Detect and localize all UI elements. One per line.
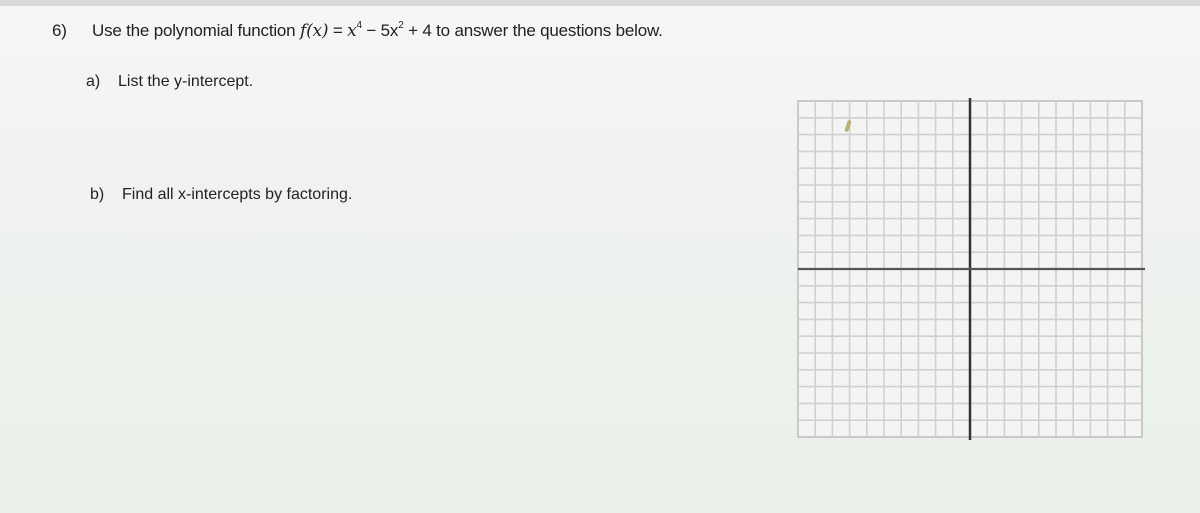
term2-base: 5x bbox=[380, 21, 399, 40]
part-b-letter: b) bbox=[90, 186, 105, 203]
part-a-text: List the y-intercept. bbox=[118, 73, 254, 90]
function-argument: (x) bbox=[306, 21, 329, 41]
question-number: 6) bbox=[52, 21, 67, 40]
question-text-before: Use the polynomial function bbox=[92, 21, 300, 40]
equals-sign: = bbox=[328, 21, 348, 40]
part-a-letter: a) bbox=[86, 73, 101, 90]
minus-sign: − bbox=[361, 21, 381, 40]
question-6-prompt bbox=[52, 20, 663, 41]
part-b bbox=[90, 186, 352, 204]
question-text-after: to answer the questions below. bbox=[431, 21, 663, 40]
grid-svg bbox=[795, 98, 1145, 440]
term1-base: x bbox=[347, 21, 357, 41]
term2-exponent: 2 bbox=[398, 20, 404, 31]
function-name: f bbox=[299, 21, 307, 41]
top-divider bbox=[0, 0, 1200, 6]
coordinate-grid bbox=[795, 98, 1145, 440]
part-a bbox=[86, 73, 253, 91]
constant-term: + 4 bbox=[403, 21, 432, 40]
part-b-text: Find all x-intercepts by factoring. bbox=[122, 186, 353, 203]
term1-exponent: 4 bbox=[356, 20, 362, 31]
